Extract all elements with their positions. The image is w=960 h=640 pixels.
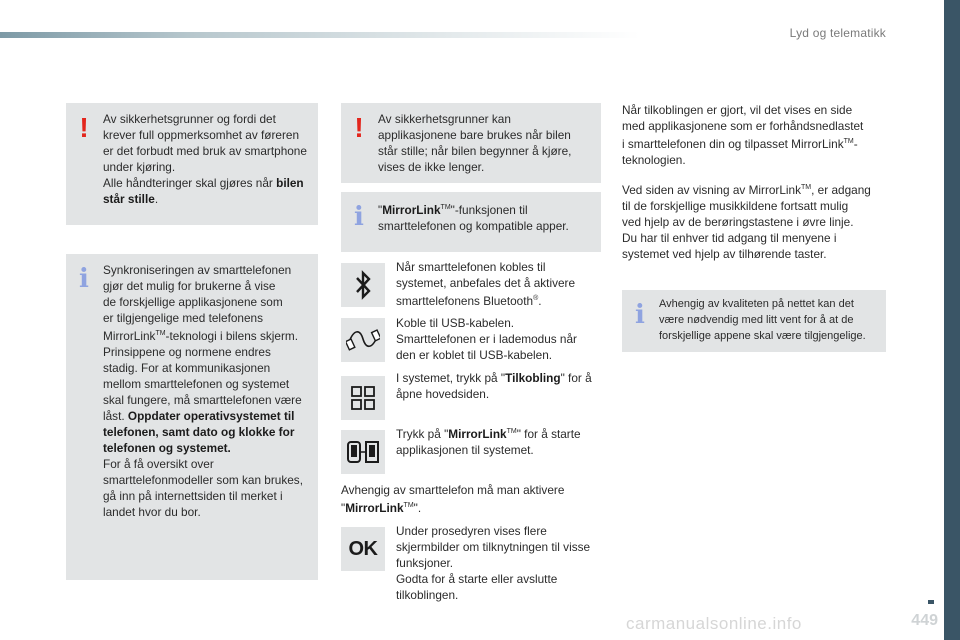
trademark: TM: [440, 204, 451, 211]
step-connection-text: [396, 370, 592, 402]
warning-box-left: [66, 103, 318, 225]
text-span: ".: [413, 500, 422, 515]
text-line: krever full oppmerksomhet av føreren: [103, 128, 300, 142]
trademark: TM: [843, 138, 854, 145]
text-line: For å få oversikt over: [103, 456, 214, 471]
text-line: tilkoblingen.: [396, 588, 459, 602]
text-line: smarttelefonmodeller som kan brukes,: [103, 472, 303, 487]
text-line: Avhengig av kvaliteten på nettet kan det: [659, 298, 854, 310]
info-text: [378, 200, 593, 234]
warning-text: [378, 111, 593, 175]
bold-span: telefonen, samt dato og klokke for: [103, 424, 295, 439]
text-line: er tilgjengelige med telefonens: [103, 311, 264, 325]
text-line: Av sikkerhetsgrunner og fordi det: [103, 112, 276, 126]
bold-span: MirrorLink: [382, 202, 441, 217]
bold-span: Tilkobling: [505, 371, 561, 385]
text-span: -teknologi i bilens skjerm.: [165, 328, 298, 343]
text-line: under kjøring.: [103, 160, 176, 174]
text-span: i smarttelefonen din og tilpasset MirrorLink: [622, 136, 844, 151]
text-line: Under prosedyren vises flere: [396, 524, 547, 538]
bluetooth-icon: [353, 270, 373, 300]
usb-cable-icon: [346, 325, 380, 355]
text-span: smarttelefonens Bluetooth: [396, 293, 534, 308]
text-line: [622, 134, 863, 152]
mirrorlink-icon: [346, 437, 380, 467]
text-line: den er koblet til USB-kabelen.: [396, 348, 553, 362]
text-span: ": [341, 500, 346, 515]
text-line: [103, 440, 310, 456]
text-line: [396, 424, 581, 442]
step-bluetooth-text: [396, 259, 575, 309]
page-edge-strip: [944, 0, 960, 640]
text-line: gå inn på internettsiden til merket i: [103, 488, 283, 503]
text-line: [378, 200, 593, 218]
text-line: Smarttelefonen er i lademodus når: [396, 332, 577, 346]
text-line: mellom smarttelefonen og systemet: [103, 376, 290, 391]
text-span: .: [538, 293, 542, 308]
text-line: [396, 291, 575, 309]
usb-cable-icon-box: [341, 318, 385, 362]
text-span: " for å: [560, 371, 592, 385]
section-title: Lyd og telematikk: [789, 26, 886, 40]
text-span: "-funksjonen til: [450, 202, 528, 217]
text-line: [103, 175, 310, 191]
text-line: [396, 370, 592, 386]
step-usb-text: [396, 315, 577, 363]
text-line: [103, 424, 310, 440]
warning-box-middle: [341, 103, 601, 183]
text-span: ": [378, 202, 383, 217]
text-line: systemet ved hjelp av tilhørende taster.: [622, 246, 827, 261]
ok-icon-box: [341, 527, 385, 571]
warning-text: [103, 111, 310, 207]
text-line: Avhengig av smarttelefon må man aktivere: [341, 483, 565, 497]
warning-icon: !: [79, 112, 89, 143]
text-line: systemet, anbefales det å aktivere: [396, 276, 576, 290]
text-span: MirrorLink: [103, 328, 156, 343]
text-line: skal fungere, må smarttelefonen være: [103, 392, 302, 407]
text-line: åpne hovedsiden.: [396, 387, 490, 401]
text-line: applikasjonen til systemet.: [396, 442, 534, 457]
mirrorlink-icon-box: [341, 430, 385, 474]
text-line: står stille; når bilen begynner å kjøre,: [378, 144, 572, 158]
bold-span: MirrorLink: [345, 500, 404, 515]
text-line: Synkroniseringen av smarttelefonen: [103, 263, 292, 277]
grid-icon: [350, 385, 376, 411]
registered-mark: ®: [533, 295, 539, 302]
text-line: Prinsippene og normene endres: [103, 344, 271, 359]
right-paragraph-1: [622, 102, 863, 168]
bold-span: står stille: [103, 192, 155, 206]
text-line: [103, 408, 310, 424]
bold-span: Oppdater operativsystemet til: [127, 408, 295, 423]
trademark: TM: [506, 428, 517, 435]
text-line: er det forbudt med bruk av smartphone: [103, 144, 307, 158]
step-mirrorlink-text: [396, 424, 581, 458]
text-line: til de forskjellige musikkildene fortsatt mulig: [622, 198, 849, 213]
trademark: TM: [155, 330, 166, 337]
text-line: landet hvor du bor.: [103, 504, 201, 519]
text-line: skjermbilder om tilknytningen til visse: [396, 540, 591, 554]
text-line: [103, 191, 310, 207]
text-span: Ved siden av visning av MirrorLink: [622, 182, 802, 197]
warning-icon: !: [354, 112, 364, 143]
text-span: Alle håndteringer skal gjøres når: [103, 176, 277, 190]
text-span: -: [853, 136, 858, 151]
watermark: carmanualsonline.info: [626, 614, 802, 633]
right-paragraph-2: [622, 180, 871, 262]
text-line: være nødvendig med litt vent for å at de: [659, 314, 854, 326]
text-span: , er adgang: [811, 182, 871, 197]
info-box-middle: [341, 192, 601, 252]
text-line: Av sikkerhetsgrunner kan: [378, 112, 511, 126]
text-span: låst.: [103, 408, 128, 423]
bold-span: telefonen og systemet.: [103, 440, 231, 455]
text-line: ved hjelp av de berøringstastene i øvre linje.: [622, 214, 854, 229]
text-line: [103, 326, 310, 344]
info-icon: i: [79, 264, 89, 294]
info-text: [659, 296, 878, 344]
step-ok-text: [396, 523, 590, 603]
text-line: Du har til enhver tid adgang til menyene i: [622, 230, 837, 245]
text-line: stadig. For at kommunikasjonen: [103, 360, 271, 375]
info-box-left: [66, 254, 318, 580]
info-icon: i: [354, 202, 364, 232]
bold-span: bilen: [276, 176, 304, 190]
ok-icon: OK: [348, 537, 378, 560]
text-line: med applikasjonene som er forhåndsnedlastet: [622, 119, 864, 133]
bold-span: MirrorLink: [448, 426, 507, 441]
text-line: Godta for å starte eller avslutte: [396, 572, 558, 586]
text-line: [341, 498, 564, 516]
text-span: Trykk på ": [396, 426, 449, 441]
info-box-right: [622, 290, 886, 352]
text-line: de forskjellige applikasjonene som: [103, 295, 283, 309]
text-line: teknologien.: [622, 152, 686, 167]
text-line: vises de ikke lenger.: [378, 160, 485, 174]
text-line: applikasjonene bare brukes når bilen: [378, 128, 571, 142]
page-number: 449: [911, 612, 938, 629]
text-line: Koble til USB-kabelen.: [396, 316, 515, 330]
text-line: funksjoner.: [396, 556, 454, 570]
text-line: Når tilkoblingen er gjort, vil det vises en side: [622, 103, 853, 117]
text-span: " for å starte: [516, 426, 581, 441]
text-line: [622, 180, 871, 198]
text-span: I systemet, trykk på ": [396, 371, 506, 385]
text-line: gjør det mulig for brukerne å vise: [103, 279, 276, 293]
info-icon: i: [635, 300, 645, 330]
text-line: smarttelefonen og kompatible apper.: [378, 218, 569, 233]
bluetooth-icon-box: [341, 263, 385, 307]
text-line: Når smarttelefonen kobles til: [396, 260, 546, 274]
text-line: forskjellige appene skal være tilgjengelige.: [659, 330, 866, 342]
info-text: [103, 262, 310, 520]
grid-icon-box: [341, 376, 385, 420]
trademark: TM: [403, 502, 414, 509]
page-marker: [928, 600, 934, 604]
header-bar: [0, 32, 640, 38]
trademark: TM: [801, 184, 812, 191]
text-span: .: [154, 192, 159, 206]
activation-note: [341, 482, 564, 516]
